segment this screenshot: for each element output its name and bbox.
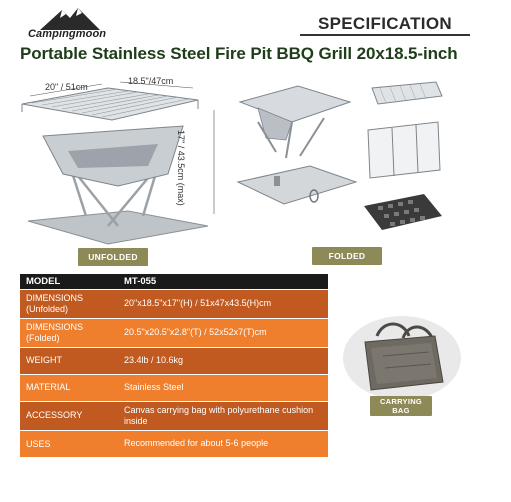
mountain-logo-icon — [40, 6, 100, 30]
product-title: Portable Stainless Steel Fire Pit BBQ Grill 20x18.5-inch — [20, 44, 458, 63]
spec-key — [20, 318, 118, 347]
spec-key: MATERIAL — [26, 382, 71, 393]
width-dimension-label: 20" / 51cm — [45, 82, 88, 92]
spec-value: Stainless Steel — [124, 382, 184, 393]
specification-table — [20, 274, 328, 457]
folded-parts-image — [228, 78, 448, 248]
spec-key — [20, 289, 118, 318]
heading-underline — [300, 34, 470, 36]
spec-key: WEIGHT — [26, 355, 62, 366]
table-row — [20, 289, 328, 318]
model-value: MT-055 — [124, 275, 157, 287]
depth-dimension-label: 18.5"/47cm — [128, 76, 174, 86]
spec-value: 23.4lb / 10.6kg — [124, 355, 184, 366]
bag-badge-line: BAG — [392, 406, 410, 415]
brand-logo — [20, 6, 130, 42]
table-header-row — [20, 274, 328, 289]
table-row — [20, 374, 328, 401]
spec-key-line: DIMENSIONS — [26, 293, 84, 304]
table-row — [20, 318, 328, 347]
table-row — [20, 401, 328, 430]
spec-key-subline: (Folded) — [26, 332, 60, 343]
table-row — [20, 347, 328, 374]
carrying-bag-badge — [370, 396, 432, 416]
spec-key-subline: (Unfolded) — [26, 303, 69, 314]
bag-badge-line: CARRYING — [379, 397, 423, 406]
carrying-bag-image — [343, 316, 461, 400]
unfolded-badge: UNFOLDED — [78, 248, 148, 266]
spec-key: USES — [26, 438, 51, 449]
spec-key: ACCESSORY — [26, 410, 83, 421]
spec-value: Canvas carrying bag with polyurethane cushion inside — [124, 404, 314, 426]
spec-value: 20"x18.5"x17"(H) / 51x47x43.5(H)cm — [124, 298, 272, 309]
spec-key-line: DIMENSIONS — [26, 322, 84, 333]
folded-badge: FOLDED — [312, 247, 382, 265]
table-row — [20, 430, 328, 457]
model-label: MODEL — [26, 275, 61, 287]
spec-value: 20.5"x20.5"x2.8"(T) / 52x52x7(T)cm — [124, 327, 267, 338]
height-dimension-label: 17" / 43.5cm (max) — [176, 130, 186, 206]
brand-name: Campingmoon — [28, 28, 107, 40]
unfolded-grill-image — [8, 66, 228, 251]
spec-value: Recommended for about 5-6 people — [124, 438, 269, 449]
specification-heading: SPECIFICATION — [318, 14, 452, 33]
